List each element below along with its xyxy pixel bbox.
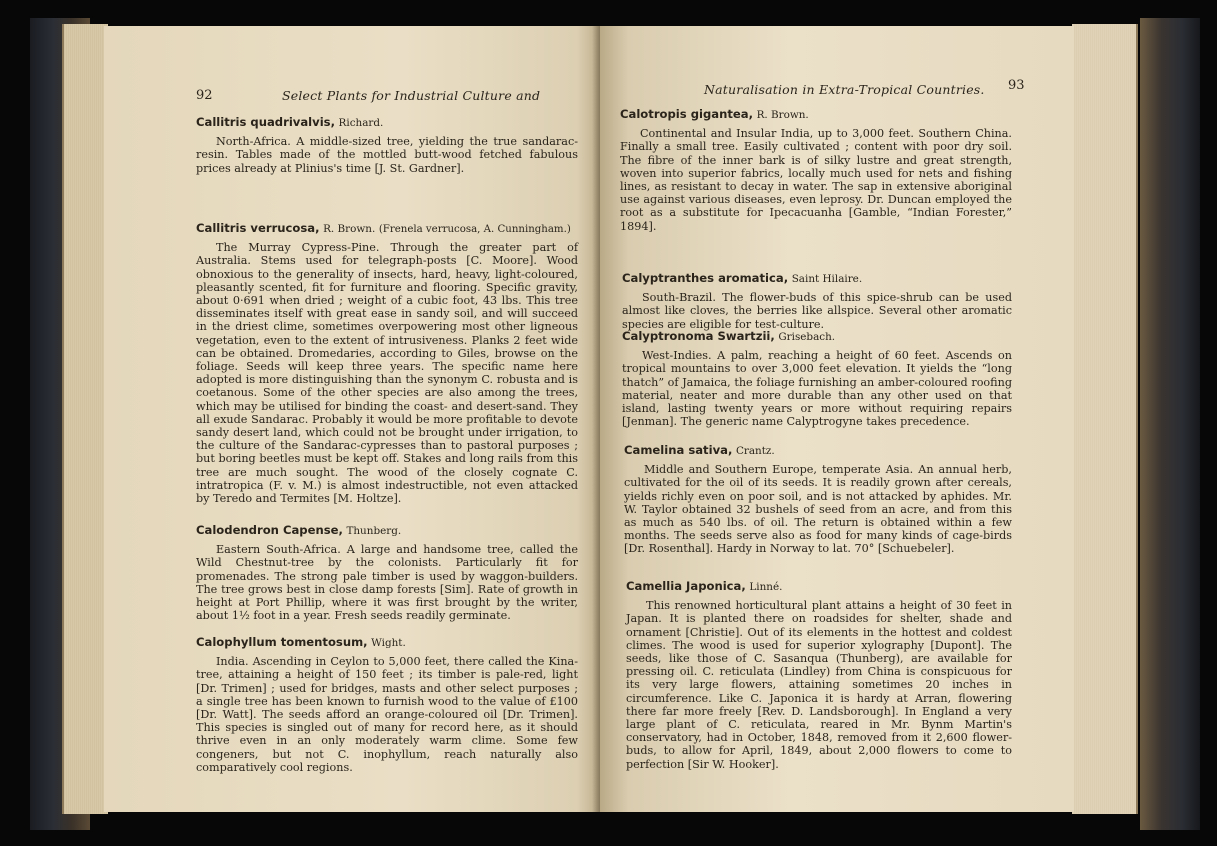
species-name: Calophyllum tomentosum, [196,635,368,649]
entry-heading [626,580,1012,594]
species-name: Callitris verrucosa, [196,221,320,235]
entry-text: Middle and Southern Europe, temperate Asia. An annual herb, cultivated for the oil of its seeds. It is readily grown after cereals, yields richly even on poor soil, and is not attacked by aphides. Mr. W. Taylor obtained 32 bushels of seed from an acre, and from this as much as 540 lbs. of oil. The return is obtained within a few months. The seeds serve also as food for many kinds of cage-birds [Dr. Rosenthal]. Hardy in Norway to lat. 70° [Schuebeler]. [624,463,1012,556]
species-author: Richard. [338,117,384,129]
left-page-edges [62,24,108,814]
right-cover-board [1140,18,1200,830]
entry-text: North-Africa. A middle-sized tree, yielding the true sandarac-resin. Tables made of the mottled butt-wood fetched fabulous prices already at Plinius's time [J. St. Gardner]. [196,135,578,175]
entry-camelina-sativa [624,444,1012,556]
left-page [104,26,602,812]
entry-calodendron-capense [196,524,578,622]
entry-calyptronoma-swartzii [622,330,1012,428]
species-author: Thunberg. [346,525,402,537]
right-page-edges [1072,24,1138,814]
entry-heading [622,272,1012,286]
entry-calophyllum-tomentosum [196,636,578,774]
species-author: Saint Hilaire. [791,273,863,285]
species-synonym: (Frenela verrucosa, A. Cunningham.) [378,224,571,235]
page-number: 93 [1008,78,1025,93]
entry-text: Continental and Insular India, up to 3,000 feet. Southern China. Finally a small tree. Easily cultivated ; content with poor dry soil. The fibre of the inner bark is of silky lustre and great strength, woven into superior fabrics, locally much used for nets and fishing lines, as resistant to decay in water. The sap in extensive aboriginal use against various diseases, even leprosy. Dr. Duncan employed the root as a substitute for Ipecacuanha [Gamble, “Indian Forester,” 1894]. [620,127,1012,233]
entry-heading [196,116,578,130]
species-name: Calodendron Capense, [196,523,343,537]
entry-text: South-Brazil. The flower-buds of this spice-shrub can be used almost like cloves, the berries like allspice. Several other aromatic species are eligible for test-culture. [622,291,1012,331]
entry-text: The Murray Cypress-Pine. Through the greater part of Australia. Stems used for telegraph-posts [C. Moore]. Wood obnoxious to the generality of insects, hard, heavy, light-coloured, pleasantly scented, fit for furniture and flooring. Specific gravity, about 0·691 when dried ; weight of a cubic foot, 43 lbs. This tree disseminates itself with great ease in sandy soil, and will succeed in the driest clime, sometimes overpowering most other ligneous vegetation, even to the extent of intrusiveness. Planks 2 feet wide can be obtained. Dromedaries, according to Giles, browse on the foliage. Seeds will keep three years. The specific name here adopted is more distinguishing than the synonym C. robusta and is coetanous. Some of the other species are also among the trees, which may be utilised for binding the coast- and desert-sand. They all exude Sandarac. Probably it would be more profitable to devote sandy desert land, which could not be brought under irrigation, to the culture of the Sandarac-cypresses than to pastoral purposes ; but boring beetles must be kept off. Stakes and long rails from this tree are much sought. The wood of the closely cognate C. intratropica (F. v. M.) is almost indestructible, not even attacked by Teredo and Termites [M. Holtze]. [196,241,578,506]
running-head: Naturalisation in Extra-Tropical Countries. [704,82,985,97]
species-name: Calotropis gigantea, [620,107,753,121]
entry-heading [196,524,578,538]
species-author: Wight. [371,637,406,649]
page-number: 92 [196,88,213,103]
species-author: Grisebach. [778,331,836,343]
entry-camellia-japonica [626,580,1012,771]
species-name: Calyptranthes aromatica, [622,271,789,285]
species-name: Calyptronoma Swartzii, [622,329,775,343]
species-name: Camellia Japonica, [626,579,746,593]
entry-heading [196,636,578,650]
entry-heading [622,330,1012,344]
entry-text: India. Ascending in Ceylon to 5,000 feet, there called the Kina-tree, attaining a height of 150 feet ; its timber is pale-red, light [Dr. Trimen] ; used for bridges, masts and other select purposes ; a single tree has been known to furnish wood to the value of £100 [Dr. Watt]. The seeds afford an orange-coloured oil [Dr. Trimen]. This species is singled out of many for record here, as it should thrive even in an only moderately warm clime. Some few congeners, but not C. inophyllum, reach naturally also comparatively cool regions. [196,655,578,774]
species-author: R. Brown. [323,223,376,235]
entry-calotropis-gigantea [620,108,1012,233]
species-author: Linné. [749,581,783,593]
entry-heading [620,108,1012,122]
species-name: Callitris quadrivalvis, [196,115,335,129]
species-author: Crantz. [735,445,775,457]
species-author: R. Brown. [756,109,809,121]
species-name: Camelina sativa, [624,443,733,457]
running-head: Select Plants for Industrial Culture and [282,88,541,103]
entry-heading [196,222,578,236]
entry-text: West-Indies. A palm, reaching a height of 60 feet. Ascends on tropical mountains to over 3,000 feet elevation. It yields the “long thatch” of Jamaica, the foliage furnishing an amber-coloured roofing material, neater and more durable than any other used on that island, lasting twenty years or more without requiring repairs [Jenman]. The generic name Calyptrogyne takes precedence. [622,349,1012,429]
entry-callitris-verrucosa [196,222,578,505]
entry-callitris-quadrivalvis [196,116,578,175]
entry-heading [624,444,1012,458]
entry-calyptranthes-aromatica [622,272,1012,331]
right-page [600,26,1074,812]
entry-text: This renowned horticultural plant attains a height of 30 feet in Japan. It is planted there on roadsides for shelter, shade and ornament [Christie]. Out of its elements in the hottest and coldest climes. The wood is used for superior xylography [Dupont]. The seeds, like those of C. Sasanqua (Thunberg), are available for pressing oil. C. reticulata (Lindley) from China is conspicuous for its very large flowers, attaining sometimes 20 inches in circumference. Like C. Japonica it is hardy at Arran, flowering there far more freely [Rev. D. Landsborough]. In England a very large plant of C. reticulata, reared in Mr. Bynm Martin's conservatory, had in October, 1848, removed from it 2,600 flower-buds, to allow for April, 1849, about 2,000 flowers to come to perfection [Sir W. Hooker]. [626,599,1012,771]
entry-text: Eastern South-Africa. A large and handsome tree, called the Wild Chestnut-tree by the colonists. Particularly fit for promenades. The strong pale timber is used by waggon-builders. The tree grows best in close damp forests [Sim]. Rate of growth in height at Port Phillip, where it was first brought by the writer, about 1½ foot in a year. Fresh seeds readily germinate. [196,543,578,623]
